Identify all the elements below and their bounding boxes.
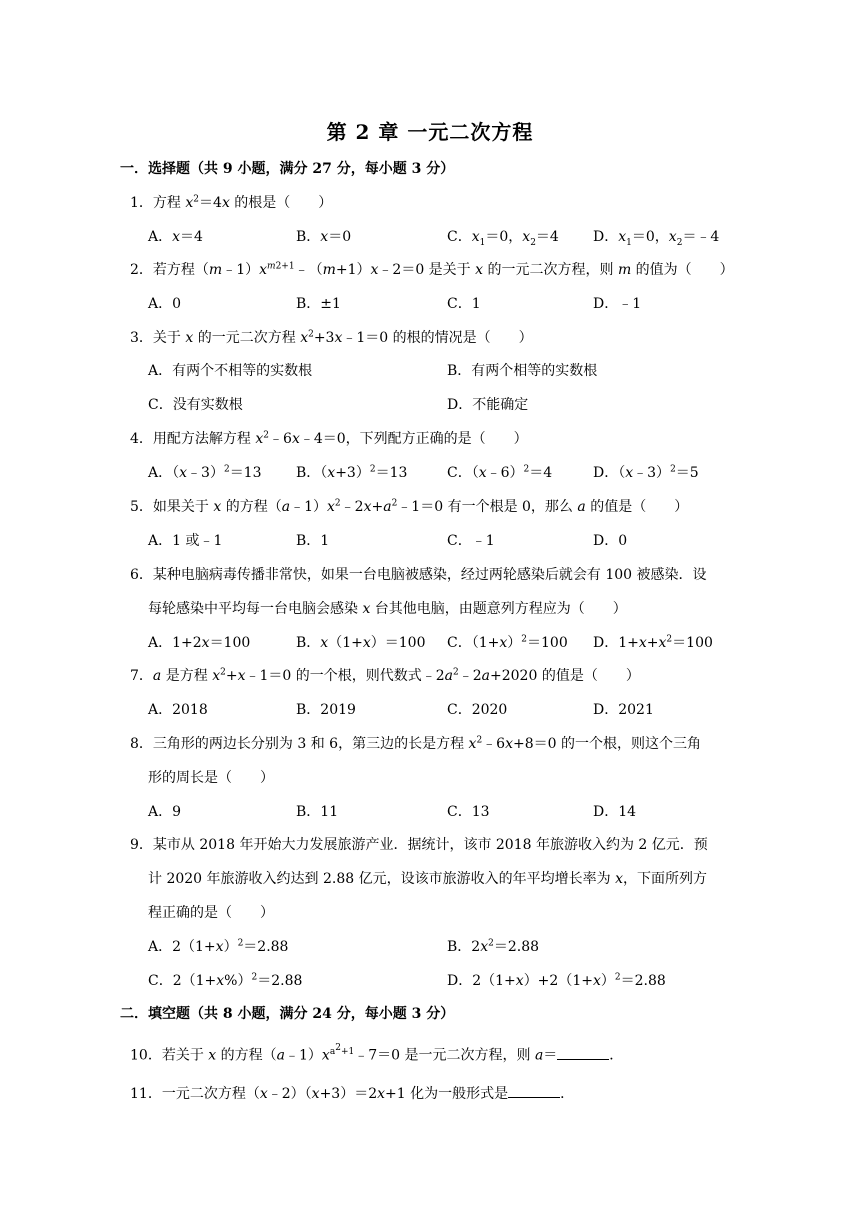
q7-option-b: B．2019 xyxy=(296,702,356,718)
question-8-line-2: 形的周长是（ ） xyxy=(148,770,274,786)
question-6-line-2: 每轮感染中平均每一台电脑会感染 x 台其他电脑，由题意列方程应为（ ） xyxy=(148,601,627,617)
q4-option-d: D．（x﹣3）$^2$＝5 xyxy=(593,464,699,481)
q2-option-a: A．0 xyxy=(148,296,182,312)
q7-option-c: C．2020 xyxy=(447,702,508,718)
question-5: 5．如果关于 x 的方程$(a﹣1)x^2﹣2x+a^2﹣1=0$ 有一个根是 0，那么 a 的值是（ ） xyxy=(130,498,689,515)
question-6: 6．某种电脑病毒传播非常快，如果一台电脑被感染，经过两轮感染后就会有 100 被感染．设 xyxy=(130,567,707,583)
q5-option-d: D．0 xyxy=(593,533,628,549)
q7-option-a: A．2018 xyxy=(148,702,208,718)
q1-option-a: A．x＝4 xyxy=(148,229,203,245)
q3-option-d: D．不能确定 xyxy=(447,397,529,413)
answer-blank[interactable] xyxy=(508,1083,560,1098)
q5-option-b: B．1 xyxy=(296,533,330,549)
q4-option-b: B．$(x+3)^2=13$ xyxy=(296,464,408,481)
question-9-line-3: 程正确的是（ ） xyxy=(148,905,274,921)
q3-option-a: A．有两个不相等的实数根 xyxy=(148,363,313,379)
q8-option-d: D．14 xyxy=(593,804,637,820)
question-1: 1．方程 $x^2=4x$ 的根是（ ） xyxy=(130,194,333,211)
q5-option-a: A．1 或﹣1 xyxy=(148,533,223,549)
q4-option-a: A．（x﹣3）$^2$＝13 xyxy=(148,464,262,481)
q2-option-d: D．﹣1 xyxy=(593,296,642,312)
question-10: 10．若关于 x 的方程$(a﹣1)x^{a^2+1}﹣7=0$ 是一元二次方程，则 a＝ ． xyxy=(130,1043,624,1064)
question-8: 8．三角形的两边长分别为 3 和 6，第三边的长是方程 $x^2﹣6x+8=0$ 的一个根，则这个三角 xyxy=(130,735,702,752)
q8-option-c: C．13 xyxy=(447,804,490,820)
q8-option-b: B．11 xyxy=(296,804,339,820)
q6-option-a: A．1+2x＝100 xyxy=(148,635,251,651)
answer-blank[interactable] xyxy=(557,1045,609,1060)
question-11: 11．一元二次方程（x﹣2）（x+3）＝2x+1 化为一般形式是 ． xyxy=(130,1083,574,1103)
page-title: 第 2 章 一元二次方程 xyxy=(326,120,534,144)
q1-option-c: C．$x_1=0$，$x_2=4$ xyxy=(447,229,559,248)
q6-option-c: C．$(1+x)^2=100$ xyxy=(447,634,568,651)
q1-option-d: D．$x_1=0$，$x_2=﹣4$ xyxy=(593,229,720,248)
q3-option-c: C．没有实数根 xyxy=(148,397,243,413)
question-4: 4．用配方法解方程 $x^2﹣6x﹣4=0$，下列配方正确的是（ ） xyxy=(130,430,528,447)
question-7: 7．a 是方程 $x^2+x﹣1=0$ 的一个根，则代数式$﹣2a^2﹣2a+2020$ 的值是（ ） xyxy=(130,667,640,684)
q8-option-a: A．9 xyxy=(148,804,182,820)
q9-option-c: C．$2(1+x\%)^2=2.88$ xyxy=(148,972,303,989)
section-choice-heading: 一．选择题（共 9 小题，满分 27 分，每小题 3 分） xyxy=(120,161,455,177)
q9-option-d: D．$2(1+x)+2(1+x)^2=2.88$ xyxy=(447,972,666,989)
q9-option-a: A．$2(1+x)^2=2.88$ xyxy=(148,938,289,955)
question-3: 3．关于 x 的一元二次方程 $x^2+3x﹣1=0$ 的根的情况是（ ） xyxy=(130,329,533,346)
q6-option-b: B．x（1+x）＝100 xyxy=(296,635,426,651)
q7-option-d: D．2021 xyxy=(593,702,654,718)
question-9-line-2: 计 2020 年旅游收入约达到 2.88 亿元，设该市旅游收入的年平均增长率为 x，下面所列方 xyxy=(148,871,707,887)
q3-option-b: B．有两个相等的实数根 xyxy=(447,363,598,379)
q1-option-b: B．x＝0 xyxy=(296,229,352,245)
q4-option-c: C．（x﹣6）$^2$＝4 xyxy=(447,464,553,481)
q6-option-d: D．$1+x+x^2=100$ xyxy=(593,634,713,651)
q2-option-c: C．1 xyxy=(447,296,481,312)
question-2: 2．若方程$(m﹣1)x^{m2+1}﹣(m+1)x﹣2=0$ 是关于 x 的一元二次方程，则 m 的值为（ ） xyxy=(130,261,734,278)
question-9: 9．某市从 2018 年开始大力发展旅游产业．据统计，该市 2018 年旅游收入约为 2 亿元．预 xyxy=(130,837,708,853)
q2-option-b: B．±1 xyxy=(296,296,341,312)
q5-option-c: C．﹣1 xyxy=(447,533,495,549)
section-fill-heading: 二．填空题（共 8 小题，满分 24 分，每小题 3 分） xyxy=(120,1006,455,1022)
q9-option-b: B．$2x^2=2.88$ xyxy=(447,938,540,955)
